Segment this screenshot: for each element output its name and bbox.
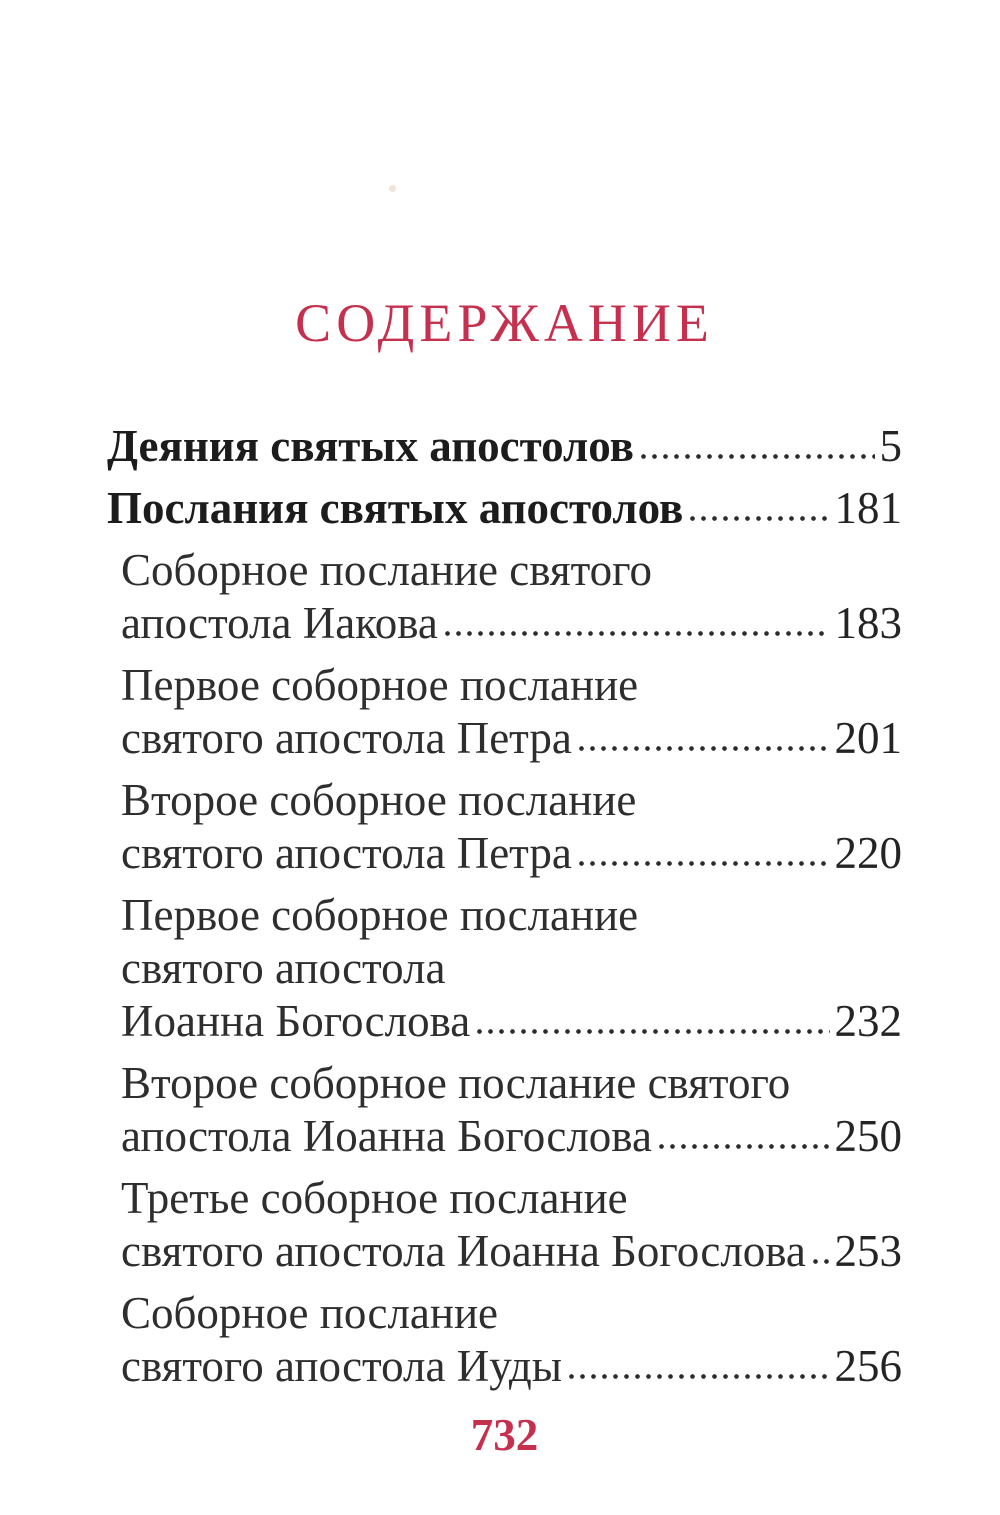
toc-entry-text: апостола Иакова (121, 598, 438, 648)
toc-entry-text: святого апостола Петра (121, 828, 572, 878)
toc-entry-text: апостола Иоанна Богослова (121, 1111, 652, 1161)
toc-entry-text: Иоанна Богослова (121, 996, 471, 1046)
toc-entry-lines (121, 1172, 902, 1278)
dot-leader (656, 1144, 830, 1149)
toc-page-number: 232 (834, 996, 902, 1046)
scan-speck (389, 185, 396, 192)
toc-entry (107, 774, 902, 880)
toc-entry-last-line (107, 420, 902, 473)
toc-entry (107, 1057, 902, 1163)
toc-entry (107, 482, 902, 535)
toc-entry-last-line (121, 827, 902, 880)
toc-entry-last-line (121, 597, 902, 650)
dot-leader (687, 516, 829, 521)
toc-page-number: 5 (879, 421, 902, 471)
toc-entry-lines (107, 482, 902, 535)
toc-entry (107, 659, 902, 765)
dot-leader (474, 1029, 829, 1034)
toc-entry-last-line (121, 712, 902, 765)
toc-entry (107, 889, 902, 1048)
toc-entry-text: святого апостола Иоанна Богослова (121, 1226, 806, 1276)
dot-leader (566, 1374, 830, 1379)
page-title: СОДЕРЖАНИЕ (295, 293, 714, 353)
toc-entry-last-line (121, 1225, 902, 1278)
toc-list (107, 420, 902, 1393)
toc-entry-line: Третье соборное послание (121, 1173, 628, 1223)
toc-page-number: 183 (834, 598, 902, 648)
dot-leader (576, 861, 830, 866)
toc-entry-line: святого апостола (121, 943, 446, 993)
toc-entry (107, 1287, 902, 1393)
toc-entry-lines (107, 420, 902, 473)
toc-page-number: 201 (834, 713, 902, 763)
folio-page-number: 732 (470, 1410, 539, 1460)
toc-entry-line: Соборное послание (121, 1288, 499, 1338)
toc-entry-line: Второе соборное послание святого (121, 1058, 791, 1108)
toc-entry-text: святого апостола Петра (121, 713, 572, 763)
dot-leader (810, 1259, 830, 1264)
toc-entry-text: Послания святых апостолов (107, 483, 684, 533)
toc-entry-lines (121, 659, 902, 765)
toc-page-number: 256 (834, 1341, 902, 1391)
toc-entry-last-line (121, 1110, 902, 1163)
toc-entry (107, 420, 902, 473)
toc-entry (107, 544, 902, 650)
toc-entry-lines (121, 544, 902, 650)
toc-entry-lines (121, 774, 902, 880)
toc-entry-lines (121, 1287, 902, 1393)
toc-entry-lines (121, 1057, 902, 1163)
dot-leader (638, 454, 875, 459)
toc-entry-text: святого апостола Иуды (121, 1341, 562, 1391)
toc-page-number: 250 (834, 1111, 902, 1161)
toc-page-number: 181 (834, 483, 902, 533)
toc-page-number: 220 (834, 828, 902, 878)
dot-leader (576, 746, 830, 751)
toc-entry-line: Соборное послание святого (121, 545, 652, 595)
toc-page-number: 253 (834, 1226, 902, 1276)
toc-entry-text: Деяния святых апостолов (107, 421, 634, 471)
toc-entry-line: Первое соборное послание (121, 890, 639, 940)
dot-leader (442, 631, 830, 636)
toc-entry-line: Второе соборное послание (121, 775, 637, 825)
toc-entry-last-line (121, 995, 902, 1048)
toc-entry-last-line (107, 482, 902, 535)
toc-entry-line: Первое соборное послание (121, 660, 639, 710)
toc-entry-lines (121, 889, 902, 1048)
toc-entry-last-line (121, 1340, 902, 1393)
toc-entry (107, 1172, 902, 1278)
